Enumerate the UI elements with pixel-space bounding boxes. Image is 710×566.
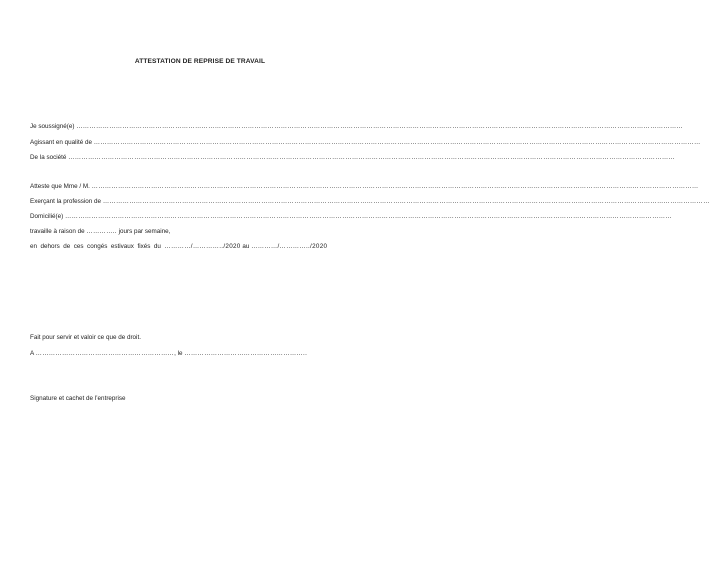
signature-line: Signature et cachet de l’entreprise (30, 395, 126, 402)
place-prefix: A (30, 350, 34, 357)
attests-line (30, 183, 699, 190)
acting-as-blank: …………………………………………………………………………………………………………………………………………………………………………………………………………………………………………………… (93, 139, 701, 146)
address-line (30, 213, 672, 220)
profession-blank: …………………………………………………………………………………………………………………………………………………………………………………………………………………………………………………… (102, 198, 710, 205)
closing-line: Fait pour servir et valoir ce que de droit. (30, 334, 141, 341)
holidays-mid: au (242, 243, 250, 250)
date-blank: ……………………………………………….. (184, 350, 308, 357)
company-line (30, 154, 676, 161)
undersigned-label: Je soussigné(e) (30, 123, 75, 130)
schedule-blank: ………….. (86, 228, 117, 235)
schedule-prefix: travaille à raison de (30, 228, 85, 235)
acting-as-label: Agissant en qualité de (30, 139, 92, 146)
profession-label: Exerçant la profession de (30, 198, 102, 205)
schedule-line (30, 228, 170, 235)
attests-blank: …………………………………………………………………………………………………………………………………………………………………………………………………………………………………………………… (91, 183, 699, 190)
place-blank: ……………………………………………………… (35, 350, 175, 357)
company-blank: …………………………………………………………………………………………………………………………………………………………………………………………………………………………………………………… (68, 154, 676, 161)
holidays-end-blank: …………/…………../2020 (251, 243, 328, 250)
company-label: De la société (30, 154, 67, 161)
date-mid: , le (174, 350, 183, 357)
attests-label: Atteste que Mme / M. (30, 183, 90, 190)
holidays-start-blank: …………/…………../2020 (164, 243, 241, 250)
undersigned-line (30, 123, 684, 130)
address-blank: …………………………………………………………………………………………………………………………………………………………………………………………………………………………………………………… (65, 213, 672, 220)
profession-line (30, 198, 710, 205)
address-label: Domicilié(e) (30, 213, 64, 220)
acting-as-line (30, 139, 701, 146)
holidays-text: en dehors de ces congés estivaux fixés du (30, 243, 161, 250)
place-date-line (30, 350, 307, 357)
holidays-line (30, 243, 327, 250)
undersigned-blank: …………………………………………………………………………………………………………………………………………………………………………………………………………………………………………………… (76, 123, 684, 130)
document-title: ATTESTATION DE REPRISE DE TRAVAIL (134, 58, 266, 65)
schedule-suffix: jours par semaine, (118, 228, 171, 235)
